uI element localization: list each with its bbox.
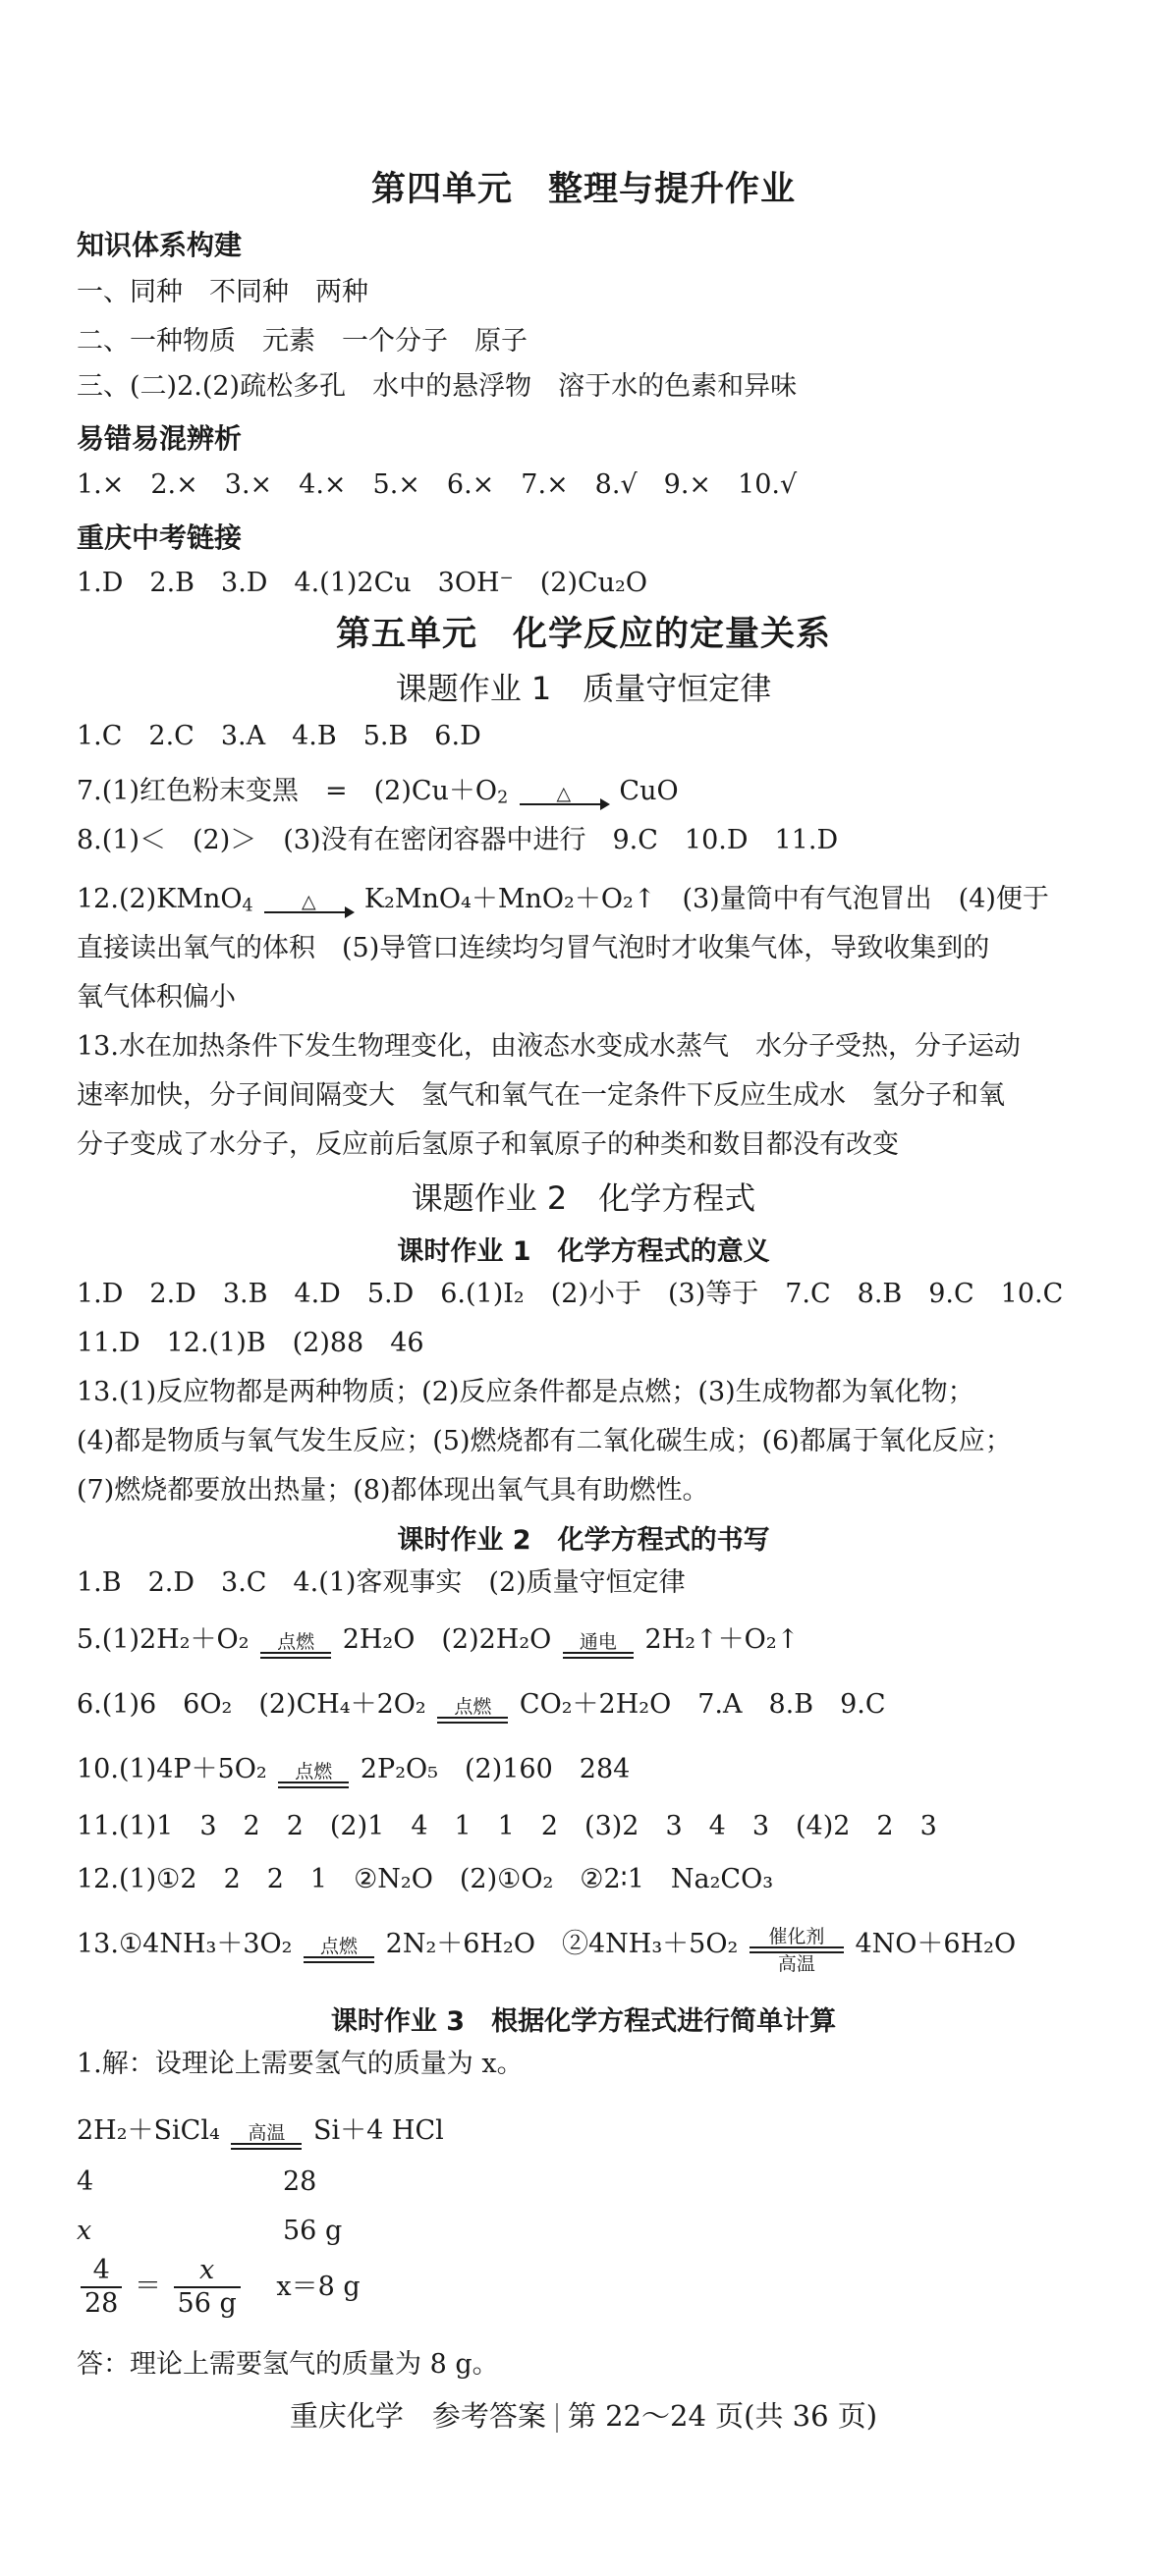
answer-line: 1.C 2.C 3.A 4.B 5.B 6.D bbox=[77, 721, 481, 751]
answer-line: 1.× 2.× 3.× 4.× 5.× 6.× 7.× 8.√ 9.× 10.√ bbox=[77, 469, 798, 500]
heat-symbol: △ bbox=[301, 891, 316, 912]
answer-line: 1.D 2.D 3.B 4.D 5.D 6.(1)I₂ (2)小于 (3)等于 7.C 8.B 9.C 10.C bbox=[77, 1279, 1064, 1309]
exam-heading: 重庆中考链接 bbox=[77, 521, 243, 554]
heat-symbol: △ bbox=[556, 783, 572, 804]
unit4-title: 第四单元 整理与提升作业 bbox=[370, 170, 796, 209]
answer-line: 12.(2)KMnO$_4$ △ K₂MnO₄＋MnO₂＋O₂↑ (3)量筒中有气泡冒出 (4)便于 bbox=[77, 884, 1049, 916]
reaction-condition bbox=[304, 1937, 374, 1963]
answer-line: 12.(1)①2 2 2 1 ②N₂O (2)①O₂ ②2∶1 Na₂CO₃ bbox=[77, 1864, 774, 1894]
reaction-arrow bbox=[520, 803, 608, 805]
answer-line bbox=[77, 1620, 799, 1660]
page-footer bbox=[0, 2394, 1167, 2435]
q13-middle: 2N₂＋6H₂O ②4NH₃＋5O₂ bbox=[385, 1929, 739, 1959]
answer-line bbox=[77, 1750, 630, 1789]
answer-line: 直接读出氧气的体积 (5)导管口连续均匀冒气泡时才收集气体，导致收集到的 bbox=[77, 933, 990, 963]
equals: ＝ bbox=[134, 2271, 161, 2302]
fraction-result: x＝8 g bbox=[276, 2271, 361, 2302]
equals-sign bbox=[231, 2143, 302, 2150]
answer-line: 速率加快，分子间间隔变大 氢气和氧气在一定条件下反应生成水 氢分子和氧 bbox=[77, 1080, 1005, 1111]
q6-start: 6.(1)6 6O₂ (2)CH₄＋2O₂ bbox=[77, 1689, 426, 1720]
fraction bbox=[174, 2255, 241, 2320]
denominator: 56 g bbox=[177, 2288, 237, 2319]
q13-start: 13.①4NH₃＋3O₂ bbox=[77, 1929, 293, 1959]
q5-end: 2H₂↑＋O₂↑ bbox=[644, 1624, 800, 1655]
footer-title: 重庆化学 参考答案 bbox=[289, 2399, 546, 2433]
condition-label: 点燃 bbox=[320, 1936, 359, 1957]
calc-row: 56 g bbox=[283, 2216, 343, 2246]
numerator: x bbox=[174, 2255, 241, 2288]
condition-label: 高温 bbox=[248, 2122, 286, 2144]
answer-line: 1.B 2.D 3.C 4.(1)客观事实 (2)质量守恒定律 bbox=[77, 1567, 686, 1598]
calc-equation bbox=[77, 2111, 444, 2151]
answer-line: 8.(1)＜ (2)＞ (3)没有在密闭容器中进行 9.C 10.D 11.D bbox=[77, 825, 839, 855]
answer-line: 二、一种物质 元素 一个分子 原子 bbox=[77, 326, 528, 356]
calc-fraction-line bbox=[77, 2255, 361, 2320]
reaction-condition bbox=[264, 892, 353, 913]
calc-eq-start: 2H₂＋SiCl₄ bbox=[77, 2115, 220, 2146]
q5-start: 5.(1)2H₂＋O₂ bbox=[77, 1624, 250, 1655]
answer-line: (4)都是物质与氧气发生反应；(5)燃烧都有二氧化碳生成；(6)都属于氧化反应； bbox=[77, 1426, 1012, 1456]
equals-sign bbox=[437, 1717, 508, 1724]
answer-line: 三、(二)2.(2)疏松多孔 水中的悬浮物 溶于水的色素和异味 bbox=[77, 371, 798, 402]
condition-label: 高温 bbox=[777, 1953, 815, 1975]
equals-sign bbox=[260, 1652, 331, 1659]
condition-label: 通电 bbox=[579, 1631, 617, 1653]
answer-line: 氧气体积偏小 bbox=[77, 982, 236, 1013]
answer-line: 13.(1)反应物都是两种物质；(2)反应条件都是点燃；(3)生成物都为氧化物； bbox=[77, 1377, 974, 1407]
answer-line: 1.解：设理论上需要氢气的质量为 x。 bbox=[77, 2049, 524, 2079]
condition-label: 点燃 bbox=[295, 1761, 333, 1782]
answer-line bbox=[77, 1925, 1016, 1975]
equals-sign bbox=[278, 1781, 349, 1788]
q10-end: 2P₂O₅ (2)160 284 bbox=[360, 1754, 631, 1784]
equals-sign bbox=[563, 1652, 634, 1659]
footer-page-range: 第 22～24 页(共 36 页) bbox=[567, 2399, 878, 2433]
q12-end: K₂MnO₄＋MnO₂＋O₂↑ (3)量筒中有气泡冒出 (4)便于 bbox=[363, 884, 1049, 914]
answer-line: 11.D 12.(1)B (2)88 46 bbox=[77, 1328, 424, 1358]
reaction-condition bbox=[260, 1632, 331, 1659]
condition-label: 点燃 bbox=[277, 1631, 315, 1653]
answer-line: 11.(1)1 3 2 2 (2)1 4 1 1 2 (3)2 3 4 3 (4)2 2 3 bbox=[77, 1811, 937, 1841]
calc-row: x bbox=[77, 2216, 92, 2246]
calc-row: 28 bbox=[283, 2166, 317, 2197]
answer-line: 答：理论上需要氢气的质量为 8 g。 bbox=[77, 2349, 499, 2380]
equals-sign bbox=[304, 1956, 374, 1963]
equals-sign bbox=[750, 1946, 844, 1953]
answer-line: 分子变成了水分子，反应前后氢原子和氧原子的种类和数目都没有改变 bbox=[77, 1129, 899, 1160]
topic2-title: 课题作业 2 化学方程式 bbox=[411, 1179, 756, 1217]
condition-label: 催化剂 bbox=[768, 1926, 825, 1947]
fraction bbox=[81, 2255, 122, 2320]
reaction-condition bbox=[563, 1632, 634, 1659]
reaction-condition bbox=[278, 1762, 349, 1788]
topic1-title: 课题作业 1 质量守恒定律 bbox=[395, 670, 772, 707]
unit5-title: 第五单元 化学反应的定量关系 bbox=[335, 615, 831, 654]
answer-line: 一、同种 不同种 两种 bbox=[77, 277, 368, 307]
reaction-arrow bbox=[264, 911, 353, 913]
q7-end: CuO bbox=[619, 776, 679, 806]
reaction-condition bbox=[231, 2123, 302, 2150]
mistake-heading: 易错易混辨析 bbox=[77, 422, 243, 455]
denominator: 28 bbox=[84, 2288, 119, 2319]
calc-eq-end: Si＋4 HCl bbox=[313, 2115, 444, 2146]
q13-end: 4NO＋6H₂O bbox=[855, 1929, 1017, 1959]
answer-line bbox=[77, 1685, 886, 1725]
q7-start: 7.(1)红色粉末变黑 = (2)Cu＋O bbox=[77, 776, 498, 806]
q12-start: 12.(2)KMnO bbox=[77, 884, 243, 914]
answer-line: 13.水在加热条件下发生物理变化，由液态水变成水蒸气 水分子受热，分子运动 bbox=[77, 1031, 1021, 1062]
answer-line: 7.(1)红色粉末变黑 = $(2)Cu+O_2$ △ CuO bbox=[77, 776, 679, 808]
lesson1-title: 课时作业 1 化学方程式的意义 bbox=[397, 1236, 770, 1267]
reaction-condition bbox=[437, 1697, 508, 1724]
knowledge-heading: 知识体系构建 bbox=[77, 229, 243, 261]
lesson2-title: 课时作业 2 化学方程式的书写 bbox=[397, 1525, 770, 1556]
q5-middle: 2H₂O (2)2H₂O bbox=[342, 1624, 552, 1655]
lesson3-title: 课时作业 3 根据化学方程式进行简单计算 bbox=[330, 2006, 837, 2037]
q6-end: CO₂＋2H₂O 7.A 8.B 9.C bbox=[519, 1689, 886, 1720]
numerator: 4 bbox=[81, 2255, 122, 2288]
footer-divider bbox=[556, 2403, 558, 2433]
condition-label: 点燃 bbox=[454, 1696, 492, 1718]
reaction-condition bbox=[520, 784, 608, 805]
reaction-condition bbox=[750, 1927, 844, 1975]
calc-row: 4 bbox=[77, 2166, 94, 2197]
q10-start: 10.(1)4P＋5O₂ bbox=[77, 1754, 267, 1784]
answer-line: 1.D 2.B 3.D 4.(1)2Cu 3OH⁻ (2)Cu₂O bbox=[77, 568, 648, 598]
answer-line: (7)燃烧都要放出热量；(8)都体现出氧气具有助燃性。 bbox=[77, 1475, 709, 1506]
